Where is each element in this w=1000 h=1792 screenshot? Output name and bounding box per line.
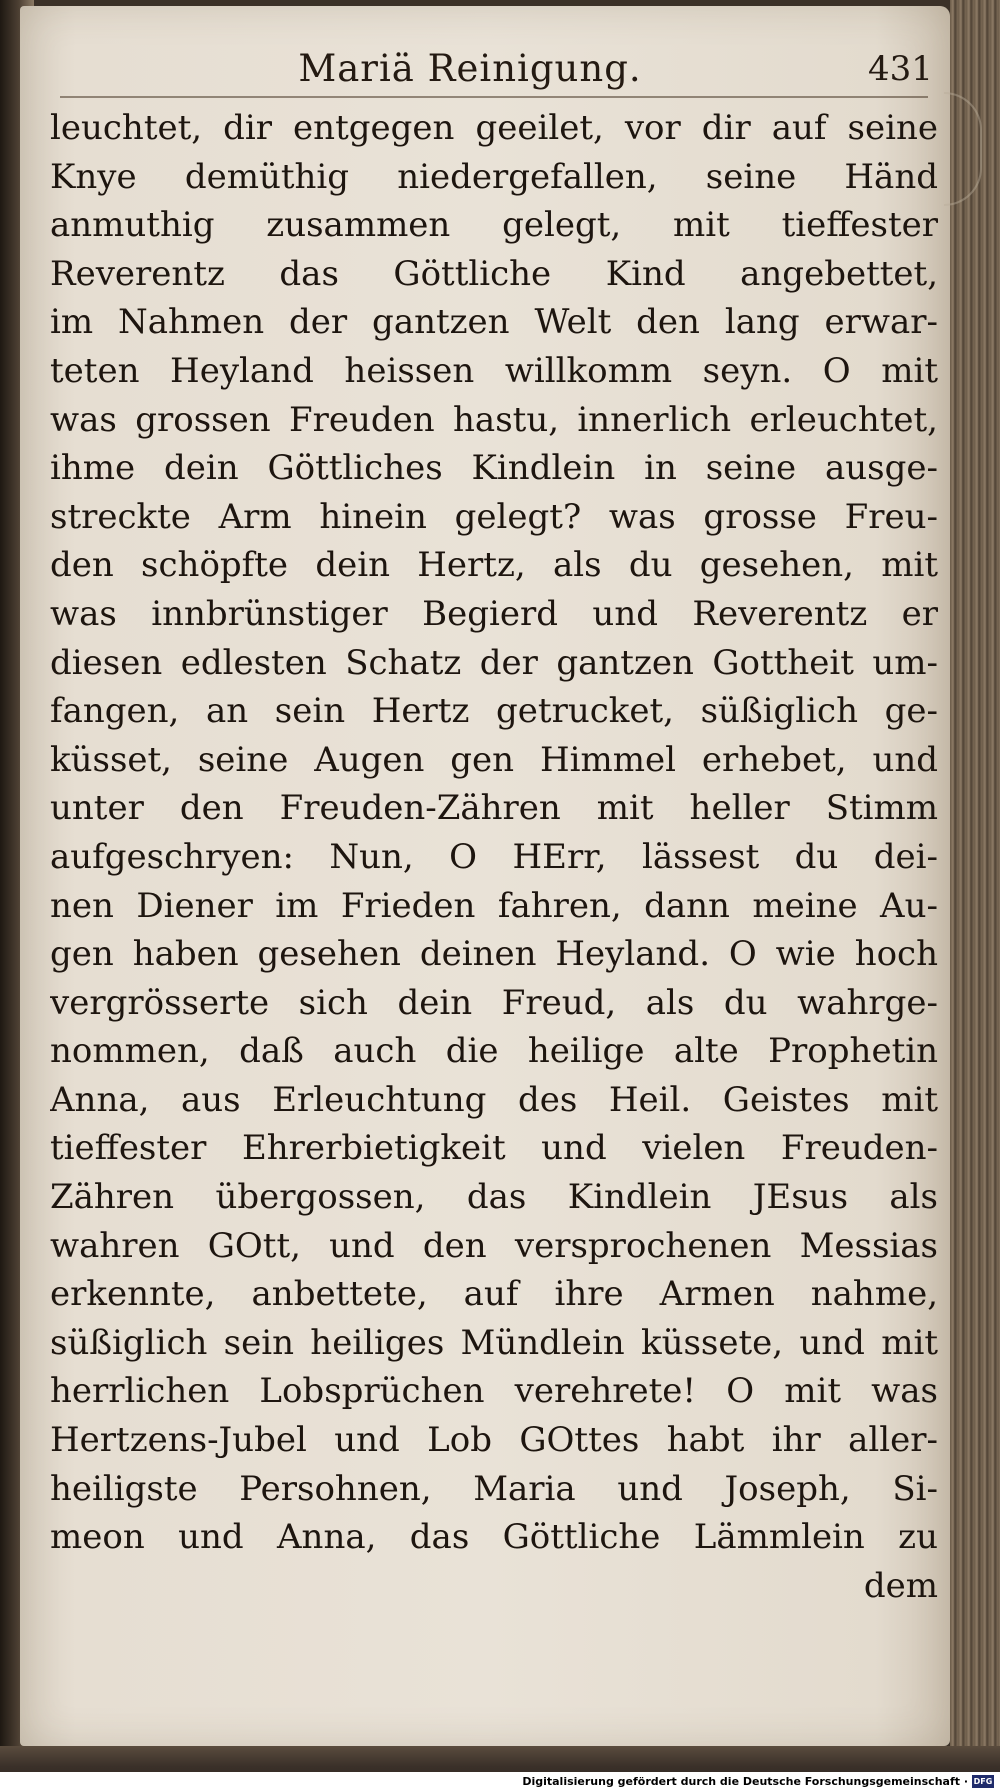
text-line: erkennte, anbettete, auf ihre Armen nahme,: [50, 1274, 938, 1315]
text-line: ihme dein Göttliches Kindlein in seine ausge-: [50, 448, 938, 489]
text-line: aufgeschryen: Nun, O HErr, lässest du dei-: [50, 836, 938, 877]
header-rule: [60, 96, 928, 98]
text-line: teten Heyland heissen willkomm seyn. O mit: [50, 350, 938, 391]
text-line: vergrösserte sich dein Freud, als du wahrge-: [50, 982, 938, 1023]
text-line: diesen edlesten Schatz der gantzen Gottheit um-: [50, 642, 938, 683]
dfg-logo: DFG: [973, 1777, 993, 1786]
text-line: heiligste Persohnen, Maria und Joseph, Si-: [50, 1468, 938, 1509]
text-line: unter den Freuden-Zähren mit heller Stimm: [50, 788, 938, 829]
text-line: Hertzens-Jubel und Lob GOttes habt ihr aller-: [50, 1420, 938, 1461]
text-line: nen Diener im Frieden fahren, dann meine Au-: [50, 885, 938, 926]
text-line: meon und Anna, das Göttliche Lämmlein zu: [50, 1517, 938, 1558]
text-line: leuchtet, dir entgegen geeilet, vor dir auf seine: [50, 108, 938, 148]
text-line: was innbrünstiger Begierd und Reverentz er: [50, 593, 938, 634]
text-line: küsset, seine Augen gen Himmel erhebet, und: [50, 739, 938, 780]
body-text: [50, 104, 938, 1610]
running-head: Mariä Reinigung.: [298, 47, 642, 90]
page-number: 431: [868, 49, 933, 89]
text-line: herrlichen Lobsprüchen verehrete! O mit was: [50, 1371, 938, 1412]
page-edges: [950, 0, 1000, 1792]
text-line: tieffester Ehrerbietigkeit und vielen Freuden-: [50, 1128, 938, 1169]
text-line: was grossen Freuden hastu, innerlich erleuchtet,: [50, 399, 938, 440]
text-line: fangen, an sein Hertz getrucket, süßiglich ge-: [50, 691, 938, 732]
text-line: Knye demüthig niedergefallen, seine Händ: [50, 156, 938, 197]
text-line: anmuthig zusammen gelegt, mit tieffester: [50, 205, 938, 246]
text-line: streckte Arm hinein gelegt? was grosse Freu-: [50, 496, 938, 537]
text-line: gen haben gesehen deinen Heyland. O wie hoch: [50, 934, 938, 975]
text-line: im Nahmen der gantzen Welt den lang erwar-: [50, 302, 938, 343]
text-line: Anna, aus Erleuchtung des Heil. Geistes mit: [50, 1079, 938, 1120]
text-line: süßiglich sein heiliges Mündlein küssete, und mit: [50, 1322, 938, 1363]
text-line: wahren GOtt, und den versprochenen Messias: [50, 1225, 938, 1266]
text-line: Reverentz das Göttliche Kind angebettet,: [50, 253, 938, 294]
text-line: dem: [863, 1565, 938, 1606]
digitization-credit: Digitalisierung gefördert durch die Deutsche Forschungsgemeinschaft ·: [522, 1775, 968, 1788]
text-line: nommen, daß auch die heilige alte Prophetin: [50, 1031, 938, 1072]
text-line: den schöpfte dein Hertz, als du gesehen, mit: [50, 545, 938, 586]
text-line: Zähren übergossen, das Kindlein JEsus als: [50, 1177, 938, 1218]
